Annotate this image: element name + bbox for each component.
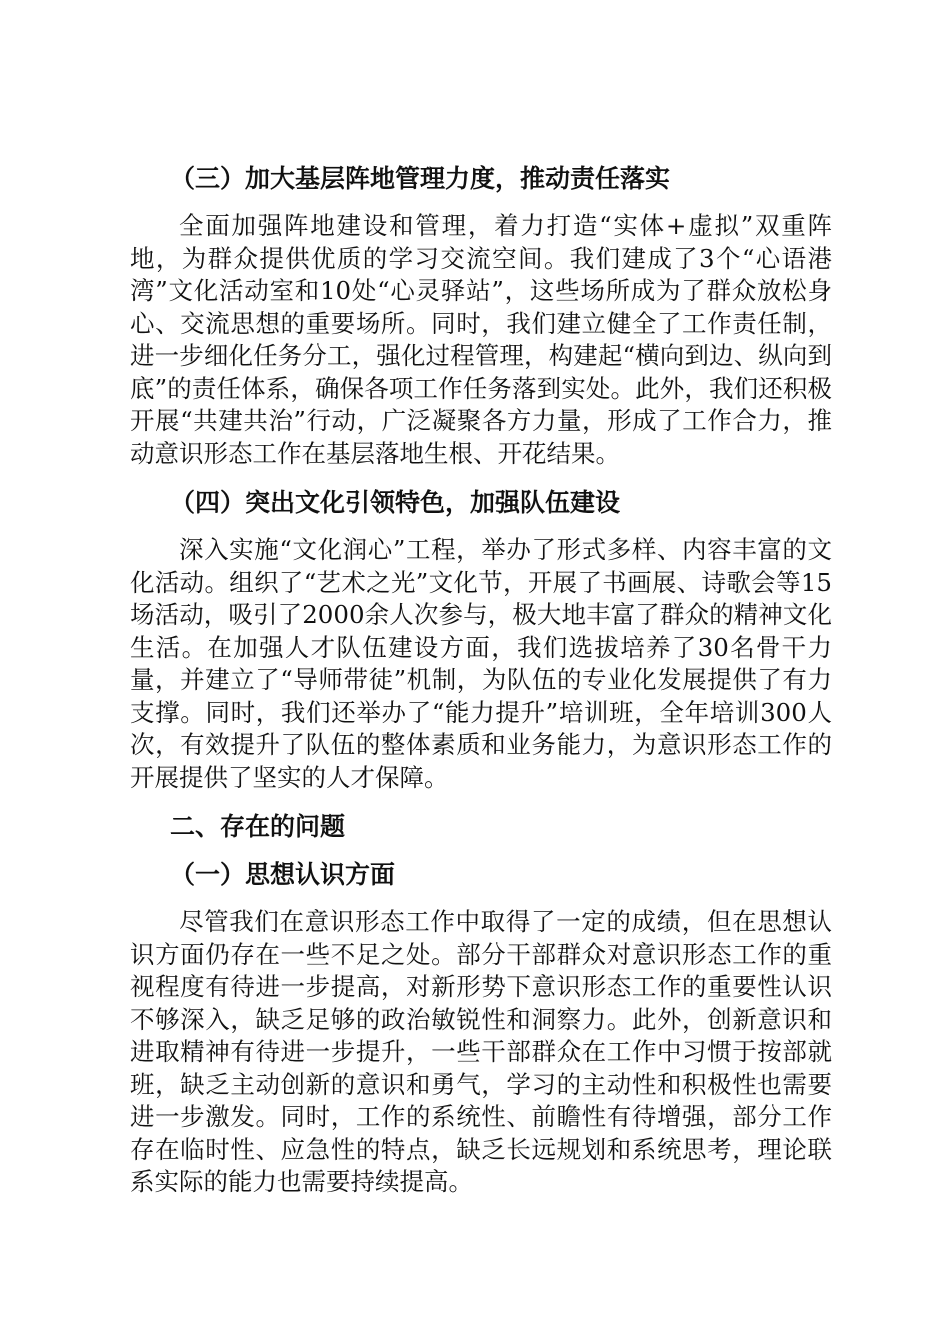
section-heading-3: （三）加大基层阵地管理力度，推动责任落实 bbox=[170, 164, 671, 193]
part-two-heading: 二、存在的问题 bbox=[170, 812, 346, 841]
section-paragraph-4: 深入实施“文化润心”工程，举办了形式多样、内容丰富的文化活动。组织了“艺术之光”文化节，开展了书画展、诗歌会等15场活动，吸引了2000余人次参与，极大地丰富了群众的精神文化生活。在加强人才队伍建设方面，我们选拔培养了30名骨干力量，并建立了“导师带徒”机制，为队伍的专业化发展提供了有力支撑。同时，我们还举办了“能力提升”培训班，全年培训300人次，有效提升了队伍的整体素质和业务能力，为意识形态工作的开展提供了坚实的人才保障。 bbox=[130, 535, 832, 792]
section-paragraph-3: 全面加强阵地建设和管理，着力打造“实体+虚拟”双重阵地，为群众提供优质的学习交流空间。我们建成了3个“心语港湾”文化活动室和10处“心灵驿站”，这些场所成为了群众放松身心、交流思想的重要场所。同时，我们建立健全了工作责任制，进一步细化任务分工，强化过程管理，构建起“横向到边、纵向到底”的责任体系，确保各项工作任务落到实处。此外，我们还积极开展“共建共治”行动，广泛凝聚各方力量，形成了工作合力，推动意识形态工作在基层落地生根、开花结果。 bbox=[130, 211, 832, 468]
subsection-paragraph-1: 尽管我们在意识形态工作中取得了一定的成绩，但在思想认识方面仍存在一些不足之处。部分干部群众对意识形态工作的重视程度有待进一步提高，对新形势下意识形态工作的重要性认识不够深入，缺乏足够的政治敏锐性和洞察力。此外，创新意识和进取精神有待进一步提升，一些干部群众在工作中习惯于按部就班，缺乏主动创新的意识和勇气，学习的主动性和积极性也需要进一步激发。同时，工作的系统性、前瞻性有待增强，部分工作存在临时性、应急性的特点，缺乏长远规划和系统思考，理论联系实际的能力也需要持续提高。 bbox=[130, 907, 832, 1196]
section-heading-4: （四）突出文化引领特色，加强队伍建设 bbox=[170, 488, 621, 517]
document-page bbox=[130, 162, 832, 1215]
subsection-heading-1: （一）思想认识方面 bbox=[170, 860, 396, 889]
